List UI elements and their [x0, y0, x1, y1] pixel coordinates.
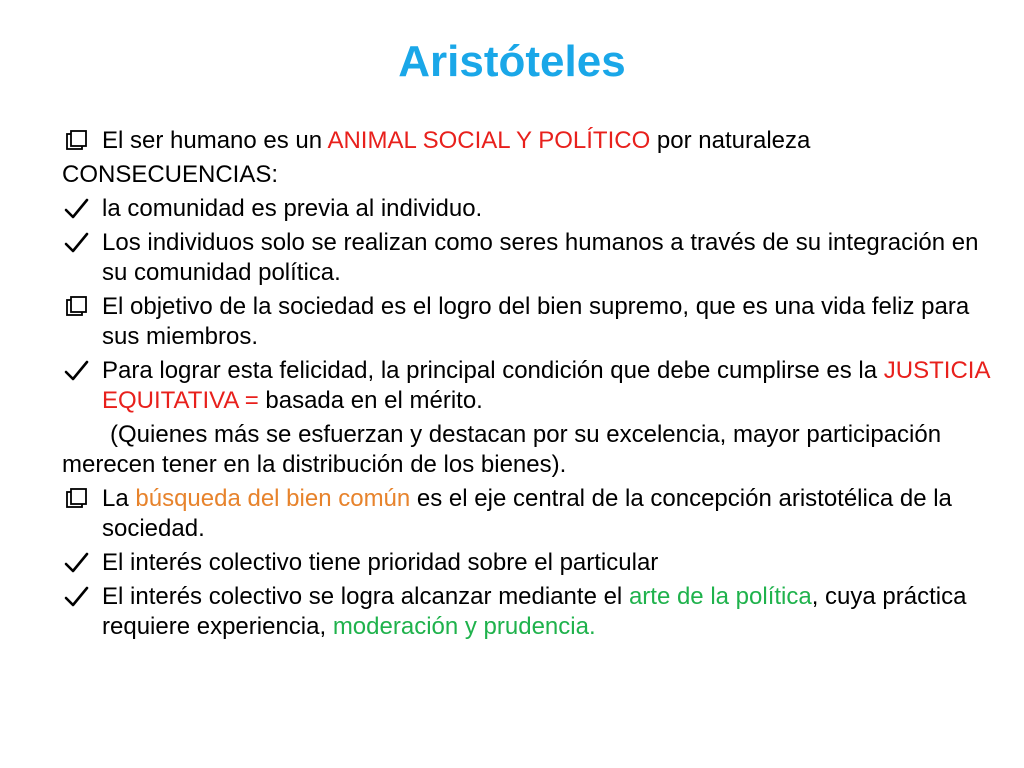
checkmark-icon — [62, 228, 92, 258]
list-item — [62, 194, 1002, 224]
text-segment: El interés colectivo se logra alcanzar mediante el — [102, 583, 629, 610]
text-segment: es el eje central de la concepción aristotélica de la sociedad. — [102, 485, 952, 542]
highlight-text: búsqueda del bien común — [135, 485, 411, 512]
text-segment: (Quienes más se esfuerzan y destacan por su excelencia, mayor participación merecen tener en la distribución de los bienes). — [62, 421, 942, 478]
highlight-text: arte de la política — [628, 583, 812, 610]
checkmark-icon — [62, 194, 92, 224]
square-bullet-icon — [62, 484, 92, 514]
text-segment: la comunidad es previa al individuo. — [102, 195, 483, 222]
checkmark-icon — [62, 356, 92, 386]
text-segment: Para lograr esta felicidad, la principal condición que debe cumplirse es la — [102, 357, 884, 384]
text-segment: El ser humano es un — [102, 127, 328, 154]
text-segment: Los individuos solo se realizan como seres humanos a través de su integración en su comunidad política. — [102, 229, 979, 286]
note-paragraph — [62, 420, 1002, 480]
slide-title: Aristóteles — [398, 37, 626, 86]
text-segment: El objetivo de la sociedad es el logro del bien supremo, que es una vida feliz para sus miembros. — [102, 293, 970, 350]
square-bullet-icon — [62, 126, 92, 156]
list-item — [62, 548, 1002, 578]
text-segment: El interés colectivo tiene prioridad sobre el particular — [102, 549, 659, 576]
highlight-text: moderación y prudencia. — [332, 613, 596, 640]
slide-body — [62, 126, 1002, 646]
text-segment: La — [102, 485, 136, 512]
list-item — [62, 484, 1002, 544]
list-item — [62, 126, 1002, 156]
checkmark-icon — [62, 582, 92, 612]
checkmark-icon — [62, 548, 92, 578]
list-item — [62, 292, 1002, 352]
text-segment: por naturaleza — [650, 127, 811, 154]
highlight-text: JUSTICIA EQUITATIVA = — [102, 357, 990, 414]
highlight-text: ANIMAL SOCIAL Y POLÍTICO — [327, 127, 651, 154]
text-segment: basada en el mérito. — [258, 387, 483, 414]
list-item — [62, 582, 1002, 642]
section-label — [62, 160, 1002, 190]
consecuencias-label: CONSECUENCIAS: — [62, 161, 279, 188]
text-segment: , cuya práctica requiere experiencia, — [102, 583, 967, 640]
list-item — [62, 228, 1002, 288]
list-item — [62, 356, 1002, 416]
square-bullet-icon — [62, 292, 92, 322]
